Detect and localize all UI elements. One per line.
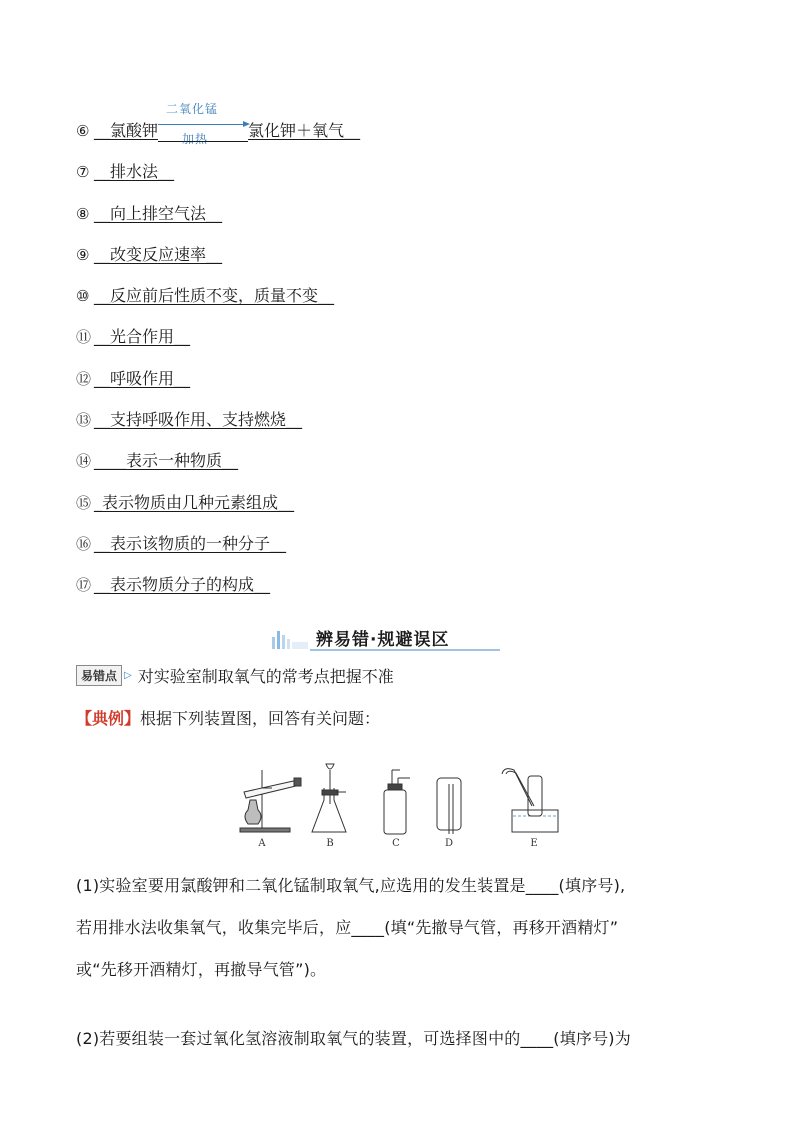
example-bracket: 【典例】 [76,709,141,728]
arrow-icon [158,124,248,125]
question-2-line-1: (2)若要组装一套过氧化氢溶液制取氧气的装置，可选择图中的____(填序号)为 [76,1029,631,1048]
answer-number: ⑬ [76,411,92,430]
answer-number: ⑩ [76,287,90,306]
reactant: 氯酸钾 [110,121,159,140]
condition-catalyst: 二氧化锰 [166,102,219,116]
condition-heat: 加热 [182,132,209,146]
example-text: 根据下列装置图，回答有关问题： [140,709,381,728]
answer-number: ⑪ [76,328,92,347]
question-1-line-2: 若用排水法收集氧气，收集完毕后，应____(填“先撤导气管，再移开酒精灯” [76,918,619,937]
label-a: A [258,838,266,849]
answer-item-8: ⑧ __ 向上排空气法 __ [76,203,223,223]
answer-text: 反应前后性质不变，质量不变 [110,286,319,306]
section-underline [310,649,500,651]
apparatus-a-icon [240,770,301,832]
apparatus-d-icon [437,778,461,834]
error-point-tag: 易错点 [76,665,122,686]
label-b: B [326,838,334,849]
answer-number: ⑦ [76,163,90,182]
example-heading [76,706,380,729]
answer-number: ⑭ [76,452,92,471]
answer-text: 表示一种物质 [126,451,223,471]
answer-item-6: ⑥ __ 氯酸钾 二氧化锰 加热 氯化钾＋氧气 __ [76,120,360,161]
label-d: D [444,838,454,849]
answer-number: ⑥ [76,122,90,140]
answer-number: ⑰ [76,576,92,595]
question-1-line-1: (1)实验室要用氯酸钾和二氧化锰制取氧气,应选用的发生装置是____(填序号), [76,876,626,895]
answer-number: ⑫ [76,369,92,388]
answer-item-12: ⑫ __ 呼吸作用 __ [76,368,191,388]
answer-text: 排水法 [110,162,159,182]
answer-item-17: ⑰ __ 表示物质分子的构成 __ [76,575,271,595]
reaction-condition-arrow [158,102,248,146]
triangle-arrow-icon: ▷ [124,670,132,681]
error-point-text: 对实验室制取氧气的常考点把握不准 [137,667,394,686]
error-point-row [76,664,394,687]
answer-text: 表示物质由几种元素组成 [102,492,279,512]
product: 氯化钾＋氧气 [248,121,345,140]
section-header [270,623,500,651]
apparatus-figure [232,760,572,850]
apparatus-b-icon [312,764,346,832]
answer-text: 表示物质分子的构成 [110,575,255,595]
answer-item-14: ⑭ ____ 表示一种物质 __ [76,451,239,471]
section-title: 辨易错·规避误区 [316,630,450,650]
answer-number: ⑯ [76,534,92,553]
answer-item-11: ⑪ __ 光合作用 __ [76,327,191,347]
answer-text: 表示该物质的一种分子 [110,533,271,553]
label-c: C [392,838,400,849]
answer-item-7: ⑦ __ 排水法 __ [76,162,175,182]
apparatus-e-icon [502,769,558,832]
answer-text: 改变反应速率 [110,244,207,264]
answer-text: 呼吸作用 [110,368,175,388]
answer-number: ⑧ [76,204,90,223]
label-e: E [530,838,538,849]
answer-item-10: ⑩ __ 反应前后性质不变，质量不变 __ [76,286,335,306]
answer-number: ⑮ [76,493,92,512]
answer-text: 光合作用 [110,327,175,347]
answer-item-15: ⑮ _ 表示物质由几种元素组成 __ [76,492,295,512]
section-bars-icon [270,627,314,649]
answer-text: 向上排空气法 [110,203,207,223]
answer-list [76,102,361,616]
answer-item-9: ⑨ __ 改变反应速率 __ [76,244,223,264]
question-1-line-3: 或“先移开酒精灯，再撤导气管”)。 [76,960,327,979]
apparatus-c-icon [384,770,410,834]
answer-item-16: ⑯ __ 表示该物质的一种分子 __ [76,533,287,553]
answer-number: ⑨ [76,245,90,264]
answer-text: 支持呼吸作用、支持燃烧 [110,410,287,430]
answer-item-13: ⑬ __ 支持呼吸作用、支持燃烧 __ [76,410,303,430]
